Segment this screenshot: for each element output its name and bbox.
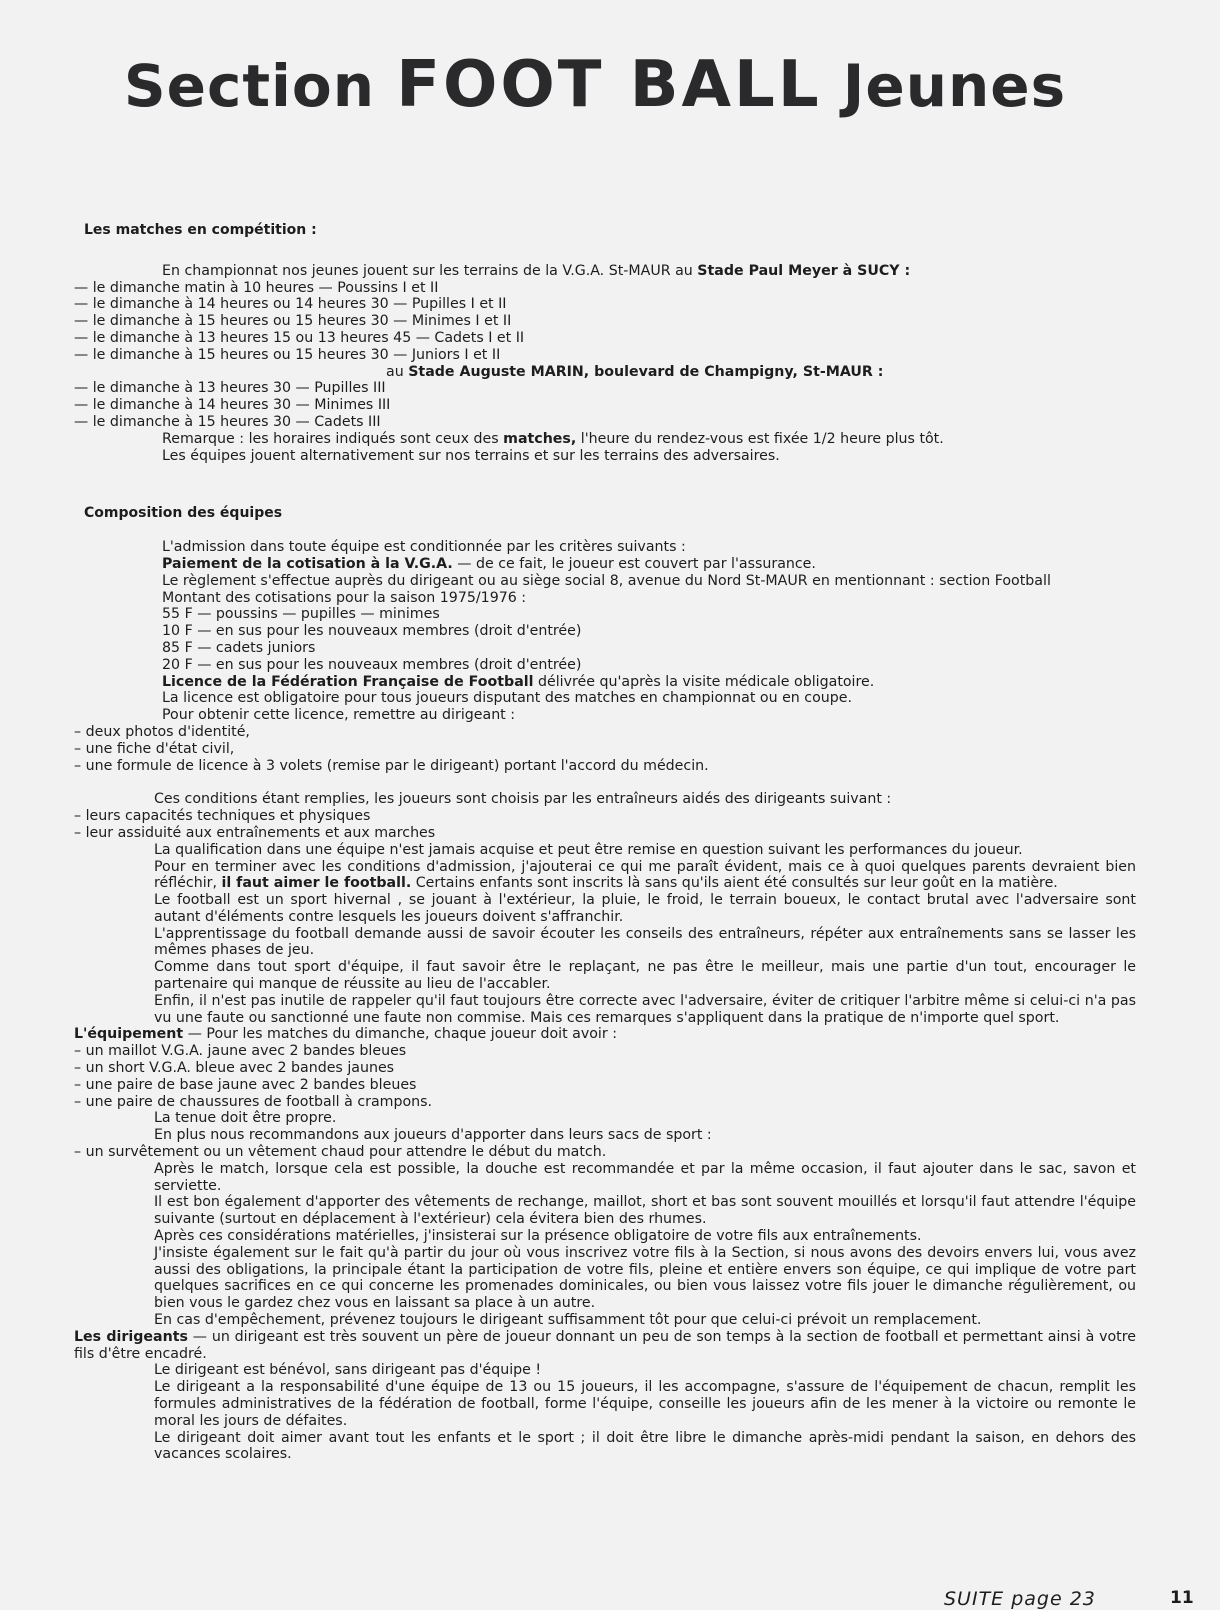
paragraph-bold: il faut aimer le football. <box>221 875 412 892</box>
remarque-text: Remarque : les horaires indiqués sont ceux des <box>162 430 504 447</box>
list-item: – un survêtement ou un vêtement chaud pour attendre le début du match. <box>74 1144 607 1161</box>
list-item: – leurs capacités techniques et physiques <box>74 808 371 825</box>
paragraph: Après le match, lorsque cela est possible, la douche est recommandée et par la même occasion, il faut ajouter dans le sac, savon et serviette. <box>154 1160 1136 1194</box>
paragraph: En cas d'empêchement, prévenez toujours le dirigeant suffisamment tôt pour que celui-ci prévoit un remplacement. <box>154 1312 982 1329</box>
list-item: — le dimanche à 15 heures ou 15 heures 30 — Juniors I et II <box>74 346 501 363</box>
list-item: — le dimanche à 15 heures ou 15 heures 30 — Minimes I et II <box>74 313 512 330</box>
title-section: Section <box>123 52 397 120</box>
list-item: — le dimanche matin à 10 heures — Poussins I et II <box>74 279 439 296</box>
matches-intro-text: En championnat nos jeunes jouent sur les terrains de la V.G.A. St-MAUR au <box>162 262 698 279</box>
matches-intro-stade: Stade Paul Meyer à SUCY : <box>697 262 911 279</box>
licence-bold: Licence de la Fédération Française de Football <box>162 673 534 690</box>
remarque-end: l'heure du rendez-vous est fixée 1/2 heure plus tôt. <box>576 430 944 447</box>
list-item: – un maillot V.G.A. jaune avec 2 bandes bleues <box>74 1043 407 1060</box>
licence-obligatoire: La licence est obligatoire pour tous joueurs disputant des matches en championnat ou en coupe. <box>162 690 853 707</box>
paragraph: Comme dans tout sport d'équipe, il faut savoir être le replaçant, ne pas être le meilleur, mais une partie d'un tout, encourager le partenaire qui manque de réussite au lieu de l'accabler. <box>154 959 1136 993</box>
dirigeants-intro <box>74 1329 1136 1363</box>
suite-note: SUITE page 23 <box>944 1588 1096 1610</box>
stade-marin <box>74 364 1136 381</box>
heading-matches: Les matches en compétition : <box>84 222 317 238</box>
list-item: – une formule de licence à 3 volets (remise par le dirigeant) portant l'accord du médecin. <box>74 757 709 774</box>
paiement <box>74 556 1136 573</box>
list-item: — le dimanche à 15 heures 30 — Cadets III <box>74 413 381 430</box>
paragraph: Après ces considérations matérielles, j'insisterai sur la présence obligatoire de votre fils aux entraînements. <box>154 1228 922 1245</box>
paragraph: Le football est un sport hivernal , se jouant à l'extérieur, la pluie, le froid, le terrain boueux, le contact brutal avec l'adversaire sont autant d'éléments contre lesquels les joueurs doivent s'affranchir. <box>154 892 1136 925</box>
paragraph <box>74 859 1136 893</box>
list-item: – un short V.G.A. bleue avec 2 bandes jaunes <box>74 1060 395 1077</box>
title-jeunes: Jeunes <box>821 52 1067 120</box>
fee-item: 85 F — cadets juniors <box>162 639 316 656</box>
obtenir-licence: Pour obtenir cette licence, remettre au dirigeant : <box>162 707 516 724</box>
heading-composition: Composition des équipes <box>84 505 283 522</box>
list-item: — le dimanche à 13 heures 15 ou 13 heures 45 — Cadets I et II <box>74 329 525 346</box>
conditions-intro: Ces conditions étant remplies, les joueurs sont choisis par les entraîneurs aidés des dirigeants suivant : <box>154 791 892 808</box>
list-item: – une paire de base jaune avec 2 bandes bleues <box>74 1076 417 1093</box>
dirigeants-label: Les dirigeants <box>74 1328 188 1345</box>
licence-text: délivrée qu'après la visite médicale obligatoire. <box>533 673 875 690</box>
paragraph-text: Pour en terminer avec les conditions d'admission, j'ajouterai ce qui me paraît évident, mais ce à quoi quelques parents devraient bien réfléchir, <box>154 858 1136 892</box>
paiement-bold: Paiement de la cotisation à la V.G.A. <box>162 555 453 572</box>
tenue: La tenue doit être propre. <box>154 1110 337 1127</box>
paiement-text: — de ce fait, le joueur est couvert par l'assurance. <box>452 555 816 572</box>
paragraph: Le dirigeant a la responsabilité d'une équipe de 13 ou 15 joueurs, il les accompagne, s'assure de l'équipement de chacun, remplit les formules administratives de la fédération de football, forme l'équipe, conseille les joueurs afin de les mener à la victoire ou remonte le moral les jours de défaites. <box>154 1379 1136 1429</box>
admission: L'admission dans toute équipe est conditionnée par les critères suivants : <box>162 539 686 556</box>
fee-item: 20 F — en sus pour les nouveaux membres (droit d'entrée) <box>162 656 582 673</box>
list-item: — le dimanche à 14 heures ou 14 heures 30 — Pupilles I et II <box>74 296 507 313</box>
licence <box>74 674 1136 691</box>
list-item: – leur assiduité aux entraînements et aux marches <box>74 824 436 841</box>
fee-item: 10 F — en sus pour les nouveaux membres (droit d'entrée) <box>162 623 582 640</box>
qualification: La qualification dans une équipe n'est jamais acquise et peut être remise en question suivant les performances du joueur. <box>154 841 1023 858</box>
equipement-label: L'équipement <box>74 1026 184 1043</box>
remarque-bold: matches, <box>503 430 577 447</box>
list-item: – une paire de chaussures de football à crampons. <box>74 1093 433 1110</box>
stade-marin-name: Stade Auguste MARIN, boulevard de Champigny, St-MAUR : <box>408 363 884 380</box>
alternance: Les équipes jouent alternativement sur nos terrains et sur les terrains des adversaires. <box>162 447 780 464</box>
paragraph: Le dirigeant doit aimer avant tout les enfants et le sport ; il doit être libre le dimanche après-midi pendant la saison, en dehors des vacances scolaires. <box>154 1429 1136 1463</box>
stade-marin-prefix: au <box>386 363 409 380</box>
paragraph-end: Certains enfants sont inscrits là sans qu'ils aient été consultés sur leur goût en la matière. <box>411 875 1058 892</box>
title-football: FOOT BALL <box>396 48 822 122</box>
paragraph: J'insiste également sur le fait qu'à partir du jour où vous inscrivez votre fils à la Section, si nous avons des devoirs envers lui, vous avez aussi des obligations, la principale étant la participation de votre fils, pleine et entière envers son équipe, ce qui implique de votre part quelques sacrifices en ce qui concerne les promenades dominicales, ou bien vous laissez votre fils jouer le dimanche régulièrement, ou bien vous le gardez chez vous en laissant sa place à un autre. <box>154 1244 1136 1312</box>
paragraph: Enfin, il n'est pas inutile de rappeler qu'il faut toujours être correcte avec l'adversaire, éviter de critiquer l'arbitre même si celui-ci n'a pas vu une faute ou sanctionné une faute non commise. Mais ces remarques s'appliquent dans la pratique de n'importe quel sport. <box>154 992 1136 1026</box>
reglement: Le règlement s'effectue auprès du dirigeant ou au siège social 8, avenue du Nord St-MAUR en mentionnant : section Football <box>162 572 1051 589</box>
article-body <box>74 222 1136 1463</box>
page-number: 11 <box>1170 1588 1194 1608</box>
montant: Montant des cotisations pour la saison 1975/1976 : <box>162 589 527 606</box>
paragraph: Le dirigeant est bénévol, sans dirigeant pas d'équipe ! <box>154 1362 542 1379</box>
recommandation: En plus nous recommandons aux joueurs d'apporter dans leurs sacs de sport : <box>154 1127 712 1144</box>
matches-intro <box>74 263 1136 280</box>
fee-item: 55 F — poussins — pupilles — minimes <box>162 606 440 623</box>
equipement-text: — Pour les matches du dimanche, chaque joueur doit avoir : <box>183 1026 617 1043</box>
list-item: — le dimanche à 13 heures 30 — Pupilles III <box>74 380 386 397</box>
list-item: – deux photos d'identité, <box>74 723 250 740</box>
dirigeants-text: — un dirigeant est très souvent un père de joueur donnant un peu de son temps à la section de football et permettant ainsi à votre fils d'être encadré. <box>74 1328 1136 1362</box>
equipement-intro <box>74 1026 1136 1043</box>
list-item: – une fiche d'état civil, <box>74 740 235 757</box>
paragraph: Il est bon également d'apporter des vêtements de rechange, maillot, short et bas sont souvent mouillés et lorsqu'il faut attendre l'équipe suivante (surtout en déplacement à l'extérieur) cela évitera bien des rhumes. <box>154 1194 1136 1228</box>
page-title <box>0 48 1190 122</box>
list-item: — le dimanche à 14 heures 30 — Minimes III <box>74 397 391 414</box>
paragraph: L'apprentissage du football demande aussi de savoir écouter les conseils des entraîneurs, répéter aux entraînements sans se lasser les mêmes phases de jeu. <box>154 925 1136 959</box>
remarque <box>74 431 1136 448</box>
